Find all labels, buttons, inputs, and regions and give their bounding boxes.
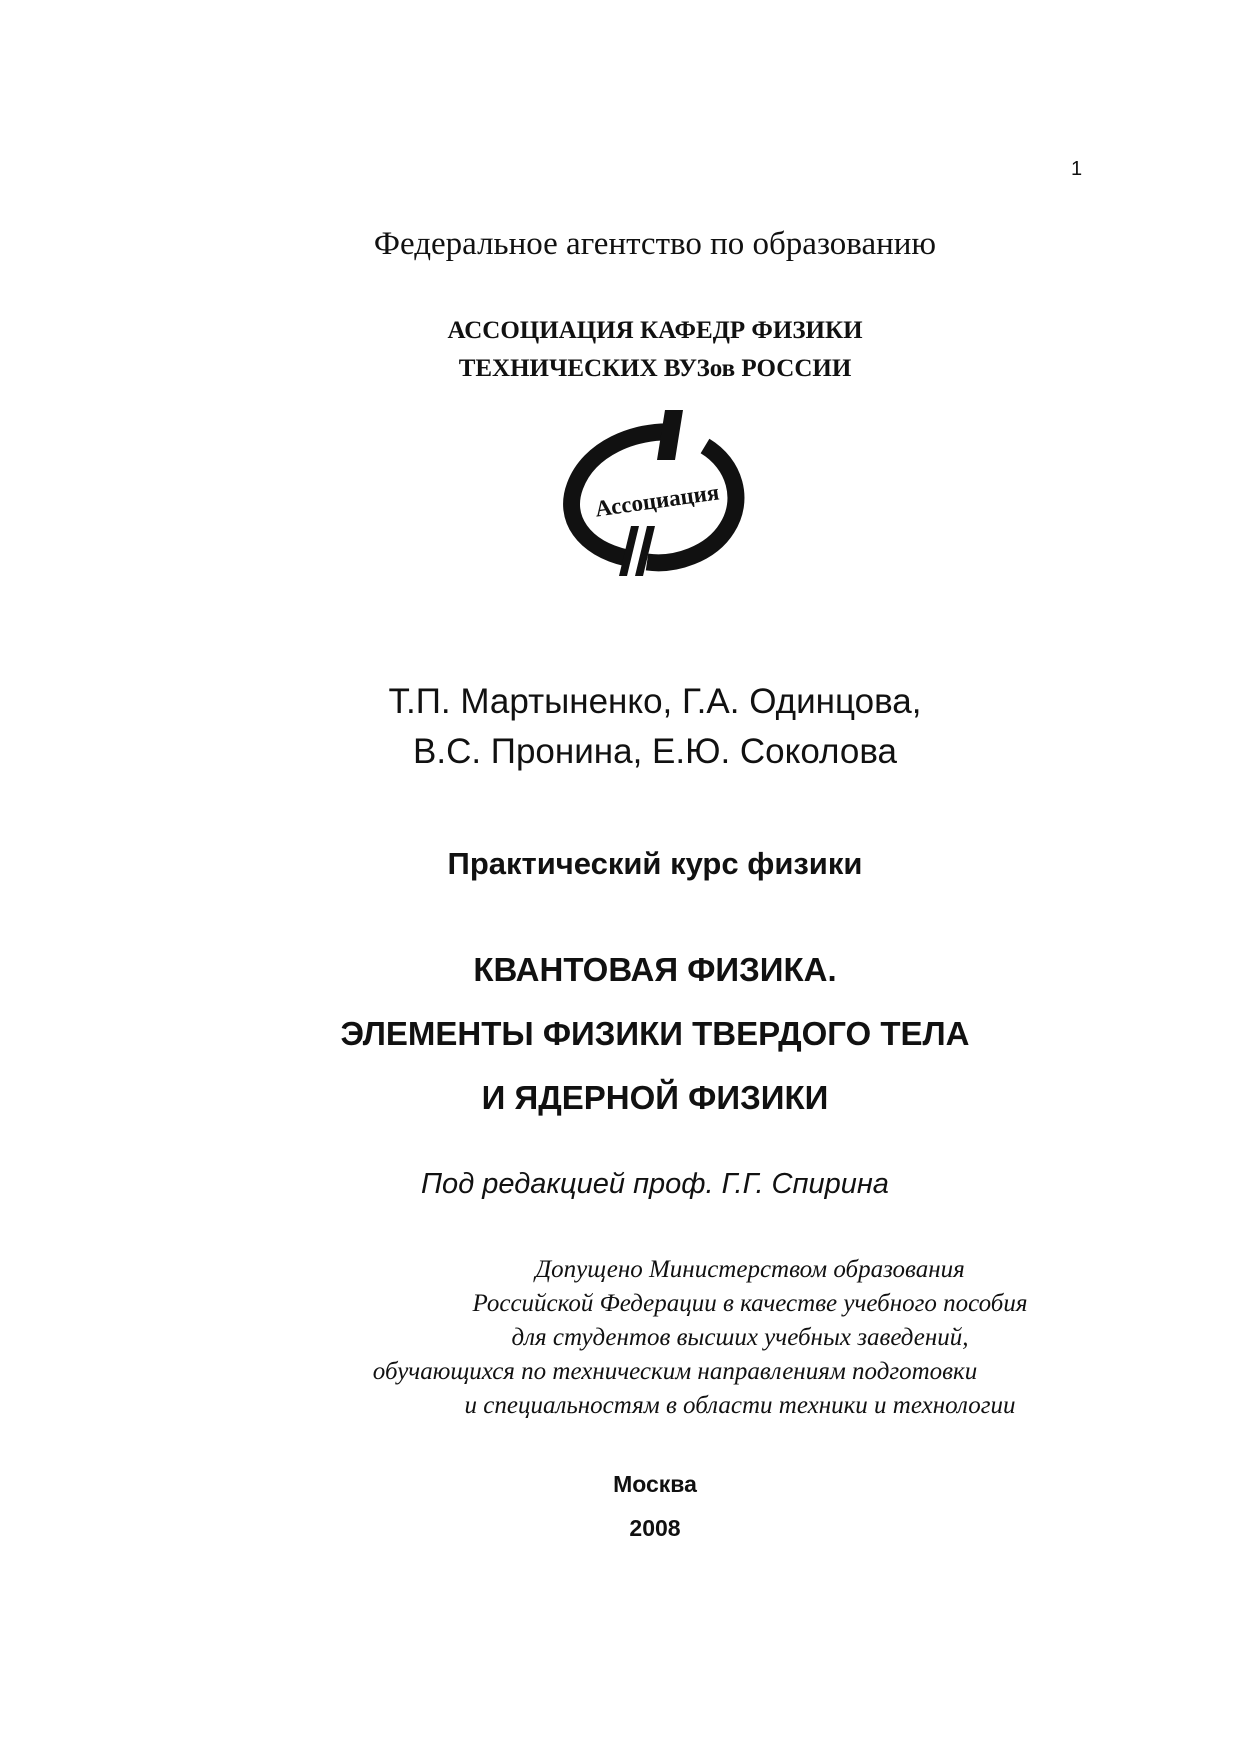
- editor-credit: Под редакцией проф. Г.Г. Спирина: [421, 1168, 889, 1200]
- book-title-line-2: ЭЛЕМЕНТЫ ФИЗИКИ ТВЕРДОГО ТЕЛА: [340, 1015, 970, 1052]
- approval-line-5: и специальностям в области техники и технологии: [464, 1392, 1016, 1419]
- publication-city: Москва: [613, 1471, 697, 1497]
- logo-text: Ассоциация: [593, 479, 721, 522]
- association-logo: [555, 408, 755, 578]
- approval-line-4: обучающихся по техническим направлениям подготовки: [372, 1358, 978, 1385]
- authors-line-1: Т.П. Мартыненко, Г.А. Одинцова,: [388, 682, 922, 721]
- page-number: 1: [1071, 158, 1083, 180]
- book-title-line-1: КВАНТОВАЯ ФИЗИКА.: [473, 951, 837, 988]
- association-title-line-2: ТЕХНИЧЕСКИХ ВУЗов РОССИИ: [458, 355, 852, 382]
- approval-line-3: для студентов высших учебных заведений,: [511, 1324, 969, 1351]
- ministry-approval: [0, 1253, 1240, 1423]
- approval-line-1: Допущено Министерством образования: [535, 1256, 965, 1283]
- agency-name: Федеральное агентство по образованию: [373, 226, 937, 262]
- authors: [0, 677, 1240, 777]
- authors-line-2: В.С. Пронина, Е.Ю. Соколова: [413, 732, 897, 771]
- publication-year: 2008: [629, 1515, 681, 1541]
- approval-line-2: Российской Федерации в качестве учебного пособия: [472, 1290, 1028, 1317]
- course-name: Практический курс физики: [447, 846, 863, 881]
- book-title-line-3: И ЯДЕРНОЙ ФИЗИКИ: [481, 1079, 829, 1116]
- book-title: [0, 938, 1240, 1130]
- association-title: [0, 312, 1240, 388]
- association-title-line-1: АССОЦИАЦИЯ КАФЕДР ФИЗИКИ: [447, 317, 863, 344]
